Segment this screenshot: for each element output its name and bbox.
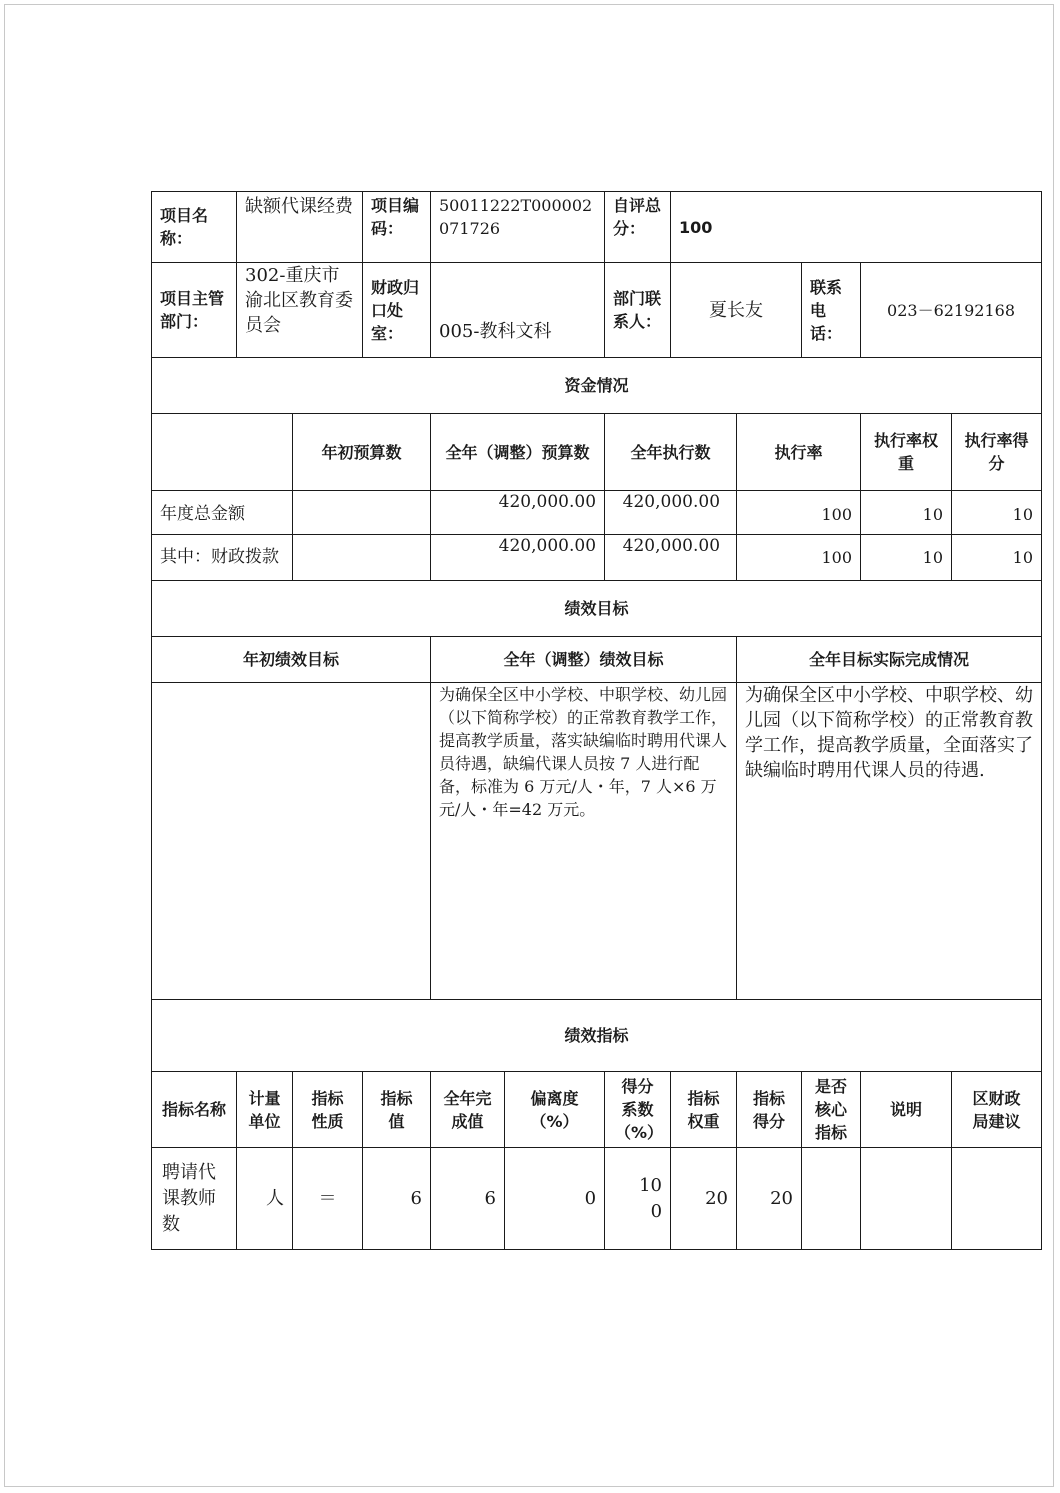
funds-section-row — [152, 358, 1042, 414]
project-name-label: 项目名称： — [152, 192, 237, 263]
funds-initial-value — [293, 535, 431, 581]
indicator-core — [802, 1148, 861, 1250]
funds-rate-value: 100 — [737, 535, 861, 581]
indicator-header-weight: 指标权重 — [671, 1072, 737, 1148]
self-score-label: 自评总分： — [605, 192, 671, 263]
indicator-weight: 20 — [671, 1148, 737, 1250]
goals-header-initial: 年初绩效目标 — [152, 637, 431, 683]
project-info-row — [152, 192, 1042, 263]
funds-row-label: 年度总金额 — [152, 491, 293, 535]
goals-header-row — [152, 637, 1042, 683]
department-info-row — [152, 263, 1042, 358]
indicator-header-actual: 全年完成值 — [431, 1072, 505, 1148]
goals-actual-text: 为确保全区中小学校、中职学校、幼儿园（以下简称学校）的正常教育教学工作，提高教学质量，全面落实了缺编临时聘用代课人员的待遇. — [737, 683, 1042, 1000]
funds-row-total — [152, 491, 1042, 535]
department-value: 302-重庆市渝北区教育委员会 — [237, 263, 363, 358]
indicator-header-score: 指标得分 — [737, 1072, 802, 1148]
funds-row-label: 其中：财政拨款 — [152, 535, 293, 581]
indicator-name: 聘请代课教师数 — [152, 1148, 237, 1250]
indicator-header-coefficient: 得分系数（%） — [605, 1072, 671, 1148]
funds-executed-value: 420,000.00 — [605, 535, 737, 581]
funds-weight-value: 10 — [861, 535, 952, 581]
self-score-value: 100 — [671, 192, 1042, 263]
indicator-header-note: 说明 — [861, 1072, 952, 1148]
project-code-label: 项目编码： — [363, 192, 431, 263]
indicator-header-target: 指标值 — [363, 1072, 431, 1148]
goals-section-title: 绩效目标 — [152, 581, 1042, 637]
funds-header-blank — [152, 414, 293, 491]
indicator-target: 6 — [363, 1148, 431, 1250]
finance-office-label: 财政归口处室： — [363, 263, 431, 358]
indicators-section-row — [152, 1000, 1042, 1072]
indicator-actual: 6 — [431, 1148, 505, 1250]
indicator-header-unit: 计量单位 — [237, 1072, 293, 1148]
goals-adjusted-text: 为确保全区中小学校、中职学校、幼儿园（以下简称学校）的正常教育教学工作，提高教学质量，落实缺编临时聘用代课人员待遇，缺编代课人员按 7 人进行配备，标准为 6 万元/人・年，7 人×6 万元/人・年=42 万元。 — [431, 683, 737, 1000]
funds-header-initial: 年初预算数 — [293, 414, 431, 491]
contact-person-label: 部门联系人： — [605, 263, 671, 358]
indicator-header-nature: 指标性质 — [293, 1072, 363, 1148]
indicators-header-row — [152, 1072, 1042, 1148]
funds-header-score: 执行率得分 — [952, 414, 1042, 491]
funds-initial-value — [293, 491, 431, 535]
indicator-score: 20 — [737, 1148, 802, 1250]
funds-header-adjusted: 全年（调整）预算数 — [431, 414, 605, 491]
goals-header-adjusted: 全年（调整）绩效目标 — [431, 637, 737, 683]
funds-score-value: 10 — [952, 491, 1042, 535]
funds-adjusted-value: 420,000.00 — [431, 491, 605, 535]
indicator-header-core: 是否核心指标 — [802, 1072, 861, 1148]
funds-weight-value: 10 — [861, 491, 952, 535]
funds-executed-value: 420,000.00 — [605, 491, 737, 535]
indicator-header-deviation: 偏离度（%） — [505, 1072, 605, 1148]
department-label: 项目主管部门： — [152, 263, 237, 358]
indicator-nature: ＝ — [293, 1148, 363, 1250]
funds-row-fiscal — [152, 535, 1042, 581]
funds-rate-value: 100 — [737, 491, 861, 535]
indicator-header-advice: 区财政局建议 — [952, 1072, 1042, 1148]
finance-office-value: 005-教科文科 — [431, 263, 605, 358]
indicator-row — [152, 1148, 1042, 1250]
goals-section-row — [152, 581, 1042, 637]
funds-header-row — [152, 414, 1042, 491]
indicator-note — [861, 1148, 952, 1250]
phone-label: 联系电话： — [802, 263, 861, 358]
phone-value: 023－62192168 — [861, 263, 1042, 358]
funds-score-value: 10 — [952, 535, 1042, 581]
goals-content-row — [152, 683, 1042, 1000]
indicators-section-title: 绩效指标 — [152, 1000, 1042, 1072]
indicator-deviation: 0 — [505, 1148, 605, 1250]
funds-header-rate: 执行率 — [737, 414, 861, 491]
goals-header-actual: 全年目标实际完成情况 — [737, 637, 1042, 683]
funds-header-executed: 全年执行数 — [605, 414, 737, 491]
indicator-advice — [952, 1148, 1042, 1250]
goals-initial-text — [152, 683, 431, 1000]
indicator-unit: 人 — [237, 1148, 293, 1250]
project-name-value: 缺额代课经费 — [237, 192, 363, 263]
funds-section-title: 资金情况 — [152, 358, 1042, 414]
funds-header-weight: 执行率权重 — [861, 414, 952, 491]
funds-adjusted-value: 420,000.00 — [431, 535, 605, 581]
project-code-value: 50011222T000002071726 — [431, 192, 605, 263]
self-evaluation-table — [151, 191, 1042, 1250]
contact-person-value: 夏长友 — [671, 263, 802, 358]
indicator-header-name: 指标名称 — [152, 1072, 237, 1148]
indicator-coefficient: 100 — [605, 1148, 671, 1250]
